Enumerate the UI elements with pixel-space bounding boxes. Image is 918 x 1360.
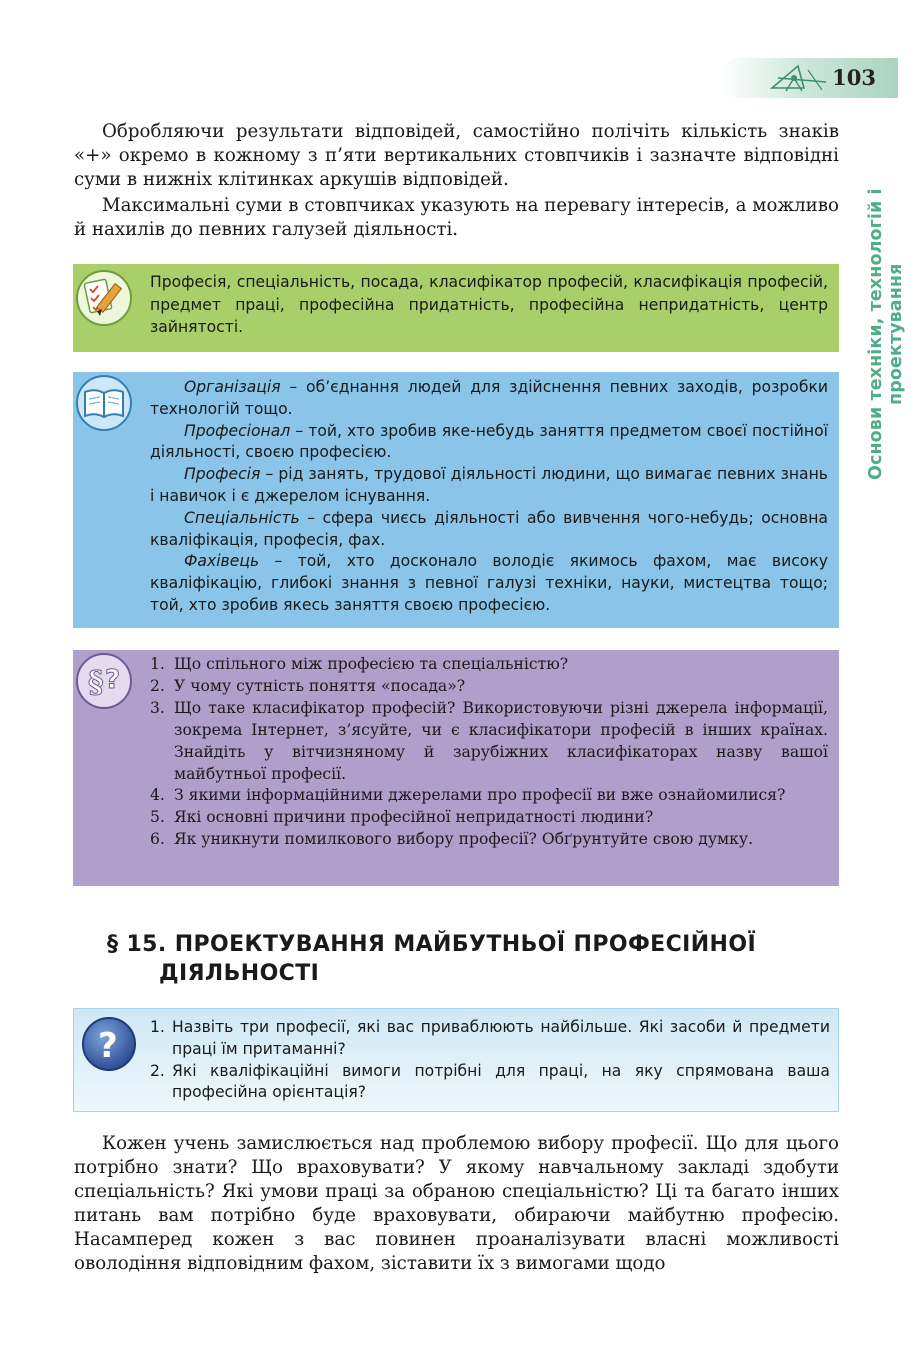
svg-text:§: § — [88, 665, 104, 700]
question-number: 2. — [150, 1061, 165, 1080]
intro-paragraph-2: Максимальні суми в стовпчиках указують на перевагу інтересів, а можливо й нахилів до певних галузей діяльності. — [74, 195, 839, 240]
question-number: 1. — [150, 655, 165, 673]
keywords-text: Професія, спеціальність, посада, класифікатор професій, класифікація професій, предмет праці, професійна придатність, професійна непридатність, центр зайнятості. — [150, 273, 828, 336]
question-text: Які кваліфікаційні вимоги потрібні для праці, на яку спрямована ваша професійна орієнтація? — [172, 1061, 830, 1102]
section-heading-line-1: § 15. ПРОЕКТУВАННЯ МАЙБУТНЬОЇ ПРОФЕСІЙНОЇ — [107, 932, 757, 957]
glossary-definition: – той, хто зробив яке-небудь заняття предметом своєї постійної діяльності, своєю професією. — [150, 421, 828, 462]
glossary-box — [73, 372, 839, 628]
glossary-term: Професія — [184, 465, 261, 484]
glossary-term: Організація — [184, 378, 281, 396]
warmup-questions-list — [150, 1017, 830, 1104]
question-mark-icon — [80, 1015, 138, 1073]
glossary-definition: – об’єднання людей для здійснення певних заходів, розробки технологій тощо. — [150, 378, 828, 418]
glossary-term: Фахівець — [184, 552, 260, 571]
question-item — [150, 1061, 830, 1105]
body-paragraph: Кожен учень замислюється над проблемою вибору професії. Що для цього потрібно знати? Що враховувати? У якому навчальному закладі здобути спеціальність? Які умови праці за обраною спеціальністю? Ці та багато інших питань вам потрібно буде враховувати, обираючи майбутню професію. Насамперед кожен з вас повинен проаналізувати власні можливості оволодіння відповідним фахом, зіставити їх з вимогами щодо — [74, 1133, 839, 1274]
glossary-term: Професіонал — [184, 421, 291, 440]
page-number-tab — [720, 58, 898, 98]
glossary-definition: – той, хто досконало володіє якимось фахом, має високу кваліфікацію, глибокі знання з певної галузі техніки, науки, мистецтва тощо; той, хто зробив якесь заняття своєю професією. — [150, 552, 828, 614]
glossary-definition: – рід занять, трудової діяльності людини, що вимагає певних знань і навичок і є джерелом існування. — [150, 465, 828, 505]
review-questions-list — [150, 654, 828, 851]
question-item — [150, 676, 828, 698]
glossary-definition: – сфера чиєсь діяльності або вивчення чого-небудь; основна кваліфікація, професія, фах. — [150, 508, 828, 549]
question-number: 2. — [150, 676, 165, 695]
question-number: 1. — [150, 1018, 165, 1036]
glossary-item — [150, 377, 828, 421]
keywords-box — [73, 264, 839, 352]
glossary-item — [150, 551, 828, 616]
glossary-item — [150, 421, 828, 465]
book-icon — [75, 374, 133, 432]
section-heading-line-2: ДІЯЛЬНОСТІ — [159, 961, 320, 986]
glossary-term: Спеціальність — [184, 508, 300, 527]
question-text: Що спільного між професією та спеціальністю? — [174, 655, 569, 673]
drafting-tools-icon — [768, 64, 830, 92]
svg-text:?: ? — [98, 1026, 118, 1066]
section-question-icon — [75, 652, 133, 710]
question-text: Назвіть три професії, які вас приваблюють найбільше. Які засоби й предмети праці їм притаманні? — [172, 1018, 830, 1058]
question-text: Як уникнути помилкового вибору професії? Обґрунтуйте свою думку. — [174, 830, 754, 849]
chapter-side-title: Основи техніки, технологій і проектування — [866, 188, 906, 480]
question-number: 4. — [150, 786, 165, 805]
question-item — [150, 829, 828, 851]
question-text: З якими інформаційними джерелами про професії ви вже ознайомилися? — [174, 786, 786, 805]
review-questions-box — [73, 650, 839, 886]
question-item — [150, 1017, 830, 1061]
question-text: Що таке класифікатор професій? Використовуючи різні джерела інформації, зокрема Інтернет, з’ясуйте, чи є класифікатори професій в інших країнах. Знайдіть у вітчизняному й зарубіжних класифікаторах назву вашої майбутньої професії. — [174, 698, 828, 783]
svg-text:?: ? — [105, 665, 121, 695]
pencil-checklist-icon — [75, 269, 133, 327]
warmup-questions-box — [73, 1008, 839, 1112]
glossary-list — [150, 377, 828, 617]
question-number: 6. — [150, 830, 165, 849]
glossary-item — [150, 508, 828, 552]
question-number: 3. — [150, 698, 165, 717]
question-number: 5. — [150, 808, 165, 827]
question-text: У чому сутність поняття «посада»? — [174, 676, 466, 695]
question-item — [150, 654, 828, 676]
question-item — [150, 785, 828, 807]
glossary-item — [150, 464, 828, 508]
intro-paragraph-1: Обробляючи результати відповідей, самостійно полічіть кількість знаків «+» окремо в кожному з п’яти вертикальних стовпчиків і зазначте відповідні суми в нижніх клітинках аркушів відповідей. — [74, 121, 839, 190]
question-item — [150, 698, 828, 786]
question-text: Які основні причини професійної непридатності людини? — [174, 808, 654, 827]
question-item — [150, 807, 828, 829]
page-number: 103 — [832, 65, 876, 90]
section-heading — [107, 930, 807, 988]
